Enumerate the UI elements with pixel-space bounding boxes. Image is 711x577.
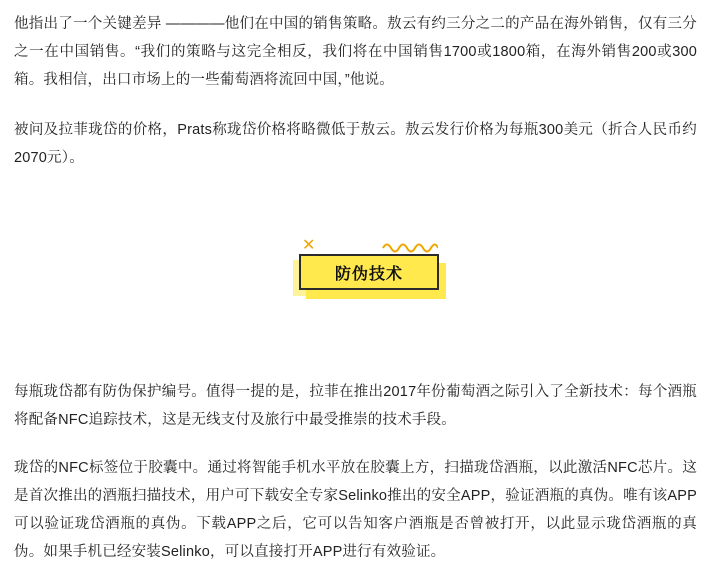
paragraph-nfc-details: 珑岱的NFC标签位于胶囊中。通过将智能手机水平放在胶囊上方，扫描珑岱酒瓶，以此激活NFC芯片。这是首次推出的酒瓶扫描技术，用户可下载安全专家Selinko推出的安全APP，验证酒瓶的真伪。唯有该APP可以验证珑岱酒瓶的真伪。下载APP之后，它可以告知客户酒瓶是否曾被打开，以此显示珑岱酒瓶的真伪。如果手机已经安装Selinko，可以直接打开APP进行有效验证。 bbox=[14, 460, 697, 560]
paragraph-sales-strategy: 他指出了一个关键差异 ————他们在中国的销售策略。敖云有约三分之二的产品在海外销售，仅有三分之一在中国销售。“我们的策略与这完全相反，我们将在中国销售1700或1800箱，在海外销售200或300箱。我相信，出口市场上的一些葡萄酒将流回中国，”他说。 bbox=[14, 16, 697, 88]
banner-label: 防伪技术 bbox=[334, 265, 403, 283]
anti-counterfeit-banner bbox=[299, 254, 439, 290]
squiggle-icon bbox=[382, 240, 438, 254]
paragraph-pricing: 被问及拉菲珑岱的价格，Prats称珑岱价格将略微低于敖云。敖云发行价格为每瓶300美元（折合人民币约2070元）。 bbox=[14, 122, 697, 166]
paragraph-nfc-intro: 每瓶珑岱都有防伪保护编号。值得一提的是，拉菲在推出2017年份葡萄酒之际引入了全新技术：每个酒瓶将配备NFC追踪技术，这是无线支付及旅行中最受推崇的技术手段。 bbox=[14, 384, 697, 428]
bottom-paragraphs bbox=[14, 378, 697, 566]
anti-counterfeit-banner-group bbox=[14, 238, 697, 334]
cross-mark-icon: ✕ bbox=[302, 237, 316, 254]
spacer bbox=[14, 172, 697, 228]
